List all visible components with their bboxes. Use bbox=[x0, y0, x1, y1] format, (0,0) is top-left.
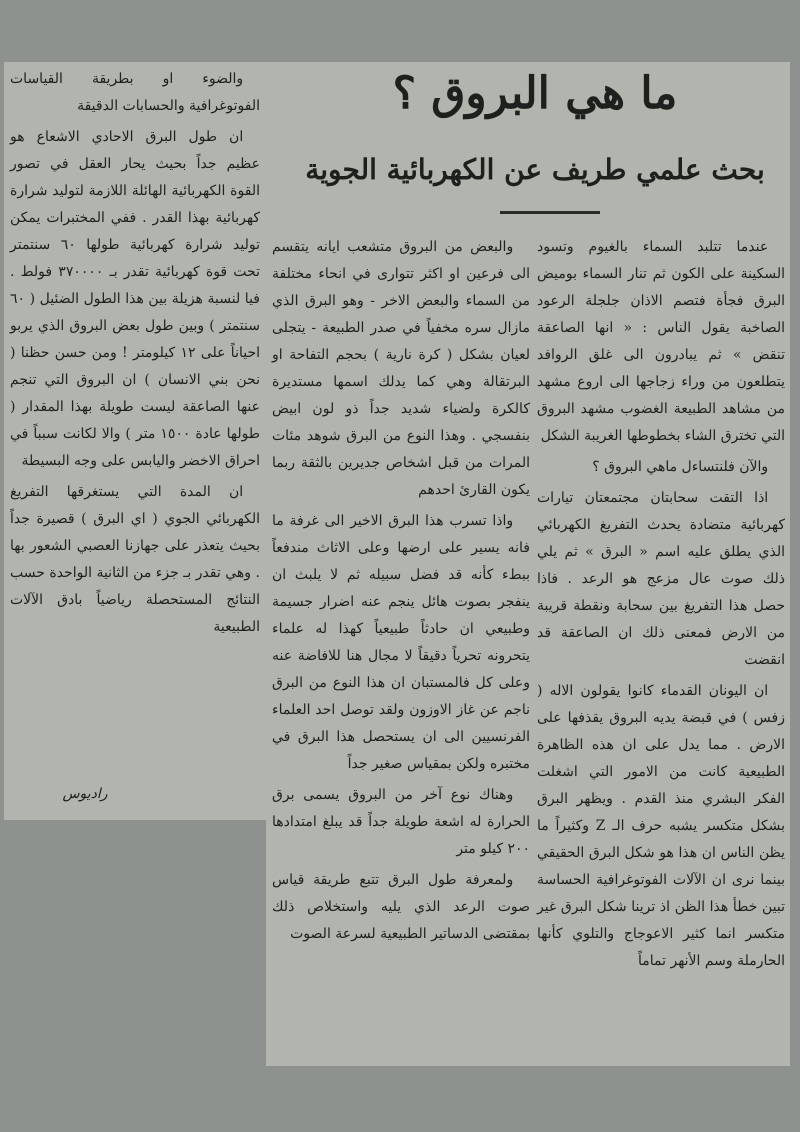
paragraph: والآن فلنتساءل ماهي البروق ؟ bbox=[592, 459, 769, 475]
paragraph: اذا التقت سحابتان مجتمعتان تيارات كهربائية متضادة يحدث التفريغ الكهربائي الذي يطلق عليه اسم « البرق » ثم يلي ذلك صوت عال مزعج هو الرعد . فاذا حصل هذا التفريغ بين سحابة ونقطة قريبة من الارض فمعنى ذلك ان الصاعقة قد انقضت bbox=[537, 490, 785, 668]
paragraph: والضوء او بطريقة القياسات الفوتوغرافية والحسابات الدقيقة bbox=[10, 71, 260, 114]
article-subtitle: بحث علمي طريف عن الكهربائية الجوية bbox=[305, 153, 765, 186]
paragraph: عندما تتلبد السماء بالغيوم وتسود السكينة على الكون ثم تنار السماء بوميض البرق فجأة فتصم الاذان جلجلة الرعود الصاخبة يقول الناس : « انها الصاعقة تنقض » ثم يبادرون الى غلق الروافد يتطلعون من وراء زجاجها الى اروع مشهد من مشاهد الطبيعة الغضوب مشهد البروق التي تخترق الشاء بخطوطها الغريبة الشكل bbox=[537, 239, 785, 444]
author-signature: رادیوس bbox=[62, 786, 108, 802]
column-left bbox=[10, 66, 260, 645]
title-divider bbox=[500, 211, 600, 214]
column-middle bbox=[272, 234, 530, 952]
paragraph: والبعض من البروق متشعب ايانه يتقسم الى فرعين او اكثر تتوارى في انحاء مختلفة من السماء والبعض الاخر - وهو البرق الذي مازال سره مخفياً في صدر الطبيعة - يتجلى لعيان بشكل ( كرة نارية ) بحجم التفاحة او البرتقالة وهي كما يدلك اسمها مستديرة كالكرة ولضياء شديد جداً ذو لون ابيض بنفسجي . وهذا النوع من البرق شوهد مئات المرات من قبل اشخاص جديرين بالثقة ربما يكون القارئ احدهم bbox=[272, 239, 530, 498]
paragraph: ان المدة التي يستغرقها التفريغ الكهربائي الجوي ( اي البرق ) قصيرة جداً بحيث يتعذر على جهازنا العصبي الشعور بها . وهي تقدر بـ جزء من الثانية الواحدة حسب النتائج المستحصلة رياضياً بادق الآلات الطبيعية bbox=[10, 484, 260, 635]
paragraph: ان اليونان القدماء كانوا يقولون الاله ( زفس ) في قبضة يديه البروق يقذفها على الارض . مما يدل على ان هذه الظاهرة الطبيعية كانت من الامور التي اشغلت الفكر البشري منذ القدم . ويظهر البرق بشكل متكسر يشبه حرف الـ Z وكثيراً ما يظن الناس ان هذا هو شكل البرق الحقيقي بينما نرى ان الآلات الفوتوغرافية الحساسة تبين خطأ هذا الظن اذ ترينا شكل البرق غير متكسر انما كثير الاعوجاج والتلوي كأنها الحارملة وسم الأنهر تماماً bbox=[537, 683, 786, 969]
paragraph: ولمعرفة طول البرق تتبع طريقة قياس صوت الرعد الذي يليه واستخلاص ذلك بمقتضى الدساتير الطبيعية لسرعة الصوت bbox=[272, 872, 530, 942]
paragraph: واذا تسرب هذا البرق الاخير الى غرفة ما فانه يسير على ارضها وعلى الاثاث مندفعاً ببطء كأنه قد فضل سبيله ثم لا يلبث ان ينفجر بصوت هائل ينجم عنه اضرار جسيمة وطبيعي ان حادثاً طبيعياً كهذا له علماء يتحرونه تحرياً دقيقاً لا مجال هنا للافاضة عنه وعلى كل فالمستبان ان هذا النوع من البرق ناجم عن غاز الاوزون ولقد توصل احد العلماء الفرنسيين الى ان يستحصل هذا البرق في مختبره ولكن بمقياس صغير جداً bbox=[272, 513, 530, 772]
column-right bbox=[537, 234, 785, 979]
paragraph: ان طول البرق الاحادي الاشعاع هو عظيم جداً بحيث يحار العقل في تصور القوة الكهربائية الهائلة اللازمة لتوليد شرارة كهربائية بهذا القدر . ففي المختبرات يمكن توليد شرارة كهربائية طولها ٦٠ سنتمتر تحت قوة كهربائية تقدر بـ ٣٧٠٠٠٠ فولط . فيا لنسبة هزيلة بين هذا الطول الضئيل ( ٦٠ سنتمتر ) وبين طول بعض البروق الذي يربو احياناً على ١٢ كيلومتر ! ومن حسن حظنا ( نحن بني الانسان ) ان البروق التي تنجم عنها الصاعقة ليست طويلة بهذا المقدار ( طولها عادة ١٥٠٠ متر ) والا لكانت سبباً في احراق الاخضر واليابس على وجه البسيطة bbox=[10, 129, 260, 469]
article-title: ما هي البروق ؟ bbox=[392, 68, 678, 119]
paragraph: وهناك نوع آخر من البروق يسمى برق الحرارة له اشعة طويلة جداً قد يبلغ امتدادها ٢٠٠ كيلو متر bbox=[272, 787, 530, 857]
